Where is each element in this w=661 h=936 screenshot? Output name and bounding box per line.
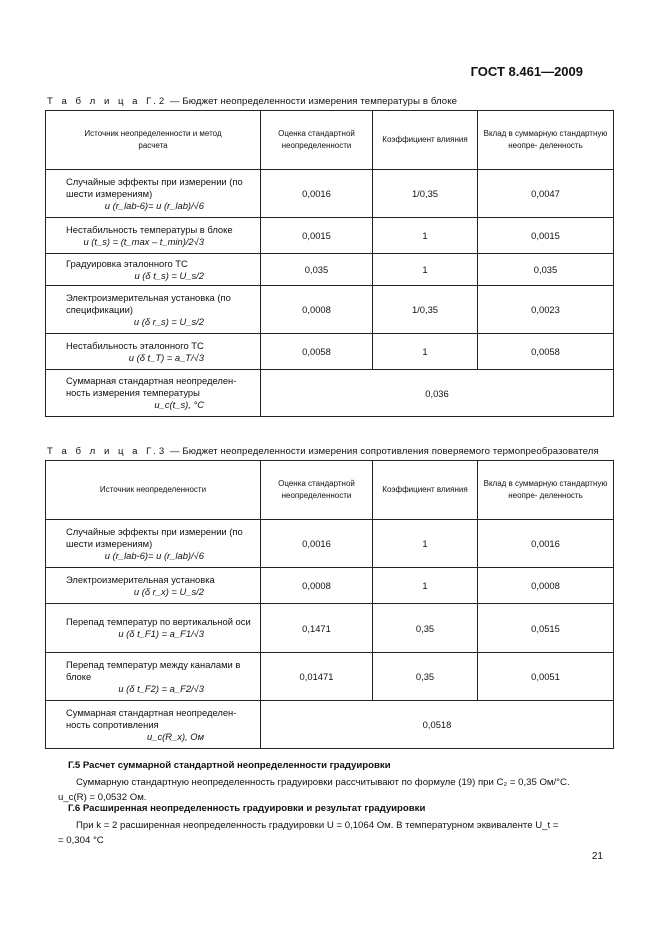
column-header: Источник неопределенности	[46, 461, 261, 520]
page-number: 21	[591, 851, 603, 862]
table-header-row	[46, 461, 614, 520]
contribution-cell: 0,0515	[478, 604, 614, 653]
coefficient-cell: 1/0,35	[373, 286, 478, 334]
source-text: Нестабильность эталонного ТС	[66, 339, 204, 351]
column-header: Вклад в суммарную стандартную неопре- деленность	[478, 111, 614, 170]
section-g5-body	[58, 775, 616, 805]
column-header: Оценка стандартной неопределенности	[261, 461, 373, 520]
paragraph: Суммарную стандартную неопределенность градуировки рассчитывают по формуле (19) при C₂ = 0,35 Ом/°С.	[76, 777, 570, 788]
contribution-cell: 0,0016	[478, 520, 614, 568]
source-cell	[46, 170, 261, 218]
contribution-cell: 0,0051	[478, 653, 614, 701]
table-g3-caption-prefix: Т а б л и ц а Г.3	[47, 446, 168, 457]
column-header: Коэффициент влияния	[373, 461, 478, 520]
table-row	[46, 286, 614, 334]
source-text: Случайные эффекты при измерении (по шести измерениям)	[66, 175, 243, 199]
formula: u (δ t_T) = a_T/√3	[128, 351, 204, 363]
paragraph: = 0,304 °С	[58, 835, 104, 846]
formula: u (δ r_x) = U_s/2	[133, 585, 204, 597]
formula: u (r_lab-6)= u (r_lab)/√6	[104, 549, 204, 561]
column-header: Оценка стандартной неопределенности	[261, 111, 373, 170]
estimate-cell: 0,0016	[261, 170, 373, 218]
source-text: Перепад температур по вертикальной оси	[66, 616, 251, 627]
contribution-cell: 0,0008	[478, 568, 614, 604]
table-row	[46, 604, 614, 653]
section-g5-heading: Г.5 Расчет суммарной стандартной неопределенности градуировки	[68, 760, 391, 771]
formula: u (t_s) = (t_max – t_min)/2√3	[83, 235, 204, 247]
column-header: Вклад в суммарную стандартную неопре- деленность	[478, 461, 614, 520]
total-value-cell: 0,036	[261, 370, 614, 417]
coefficient-cell: 1	[373, 334, 478, 370]
contribution-cell: 0,0023	[478, 286, 614, 334]
coefficient-cell: 1	[373, 520, 478, 568]
formula: u_c(R_x), Ом	[147, 730, 204, 742]
source-text: Электроизмерительная установка (по спецификации)	[66, 291, 231, 315]
formula: u (r_lab-6)= u (r_lab)/√6	[104, 199, 204, 211]
estimate-cell: 0,0016	[261, 520, 373, 568]
formula: u (δ r_s) = U_s/2	[133, 315, 204, 327]
table-row	[46, 334, 614, 370]
column-header: Источник неопределенности и метод расчета	[46, 111, 261, 170]
table-row	[46, 568, 614, 604]
table-g2	[45, 110, 614, 417]
source-text: Перепад температур между каналами в блоке	[66, 658, 241, 682]
coefficient-cell: 1	[373, 568, 478, 604]
source-text: Градуировка эталонного ТС	[66, 257, 188, 269]
contribution-cell: 0,0015	[478, 218, 614, 254]
table-g2-caption-text: — Бюджет неопределенности измерения температуры в блоке	[167, 96, 458, 107]
source-cell	[46, 568, 261, 604]
table-g2-caption	[47, 96, 457, 107]
table-row	[46, 170, 614, 218]
source-text: Суммарная стандартная неопределен- ность сопротивления	[66, 706, 237, 730]
source-cell	[46, 286, 261, 334]
table-g3-caption-text: — Бюджет неопределенности измерения сопротивления поверяемого термопреобразователя	[167, 446, 599, 457]
formula: u (δ t_s) = U_s/2	[134, 269, 204, 281]
estimate-cell: 0,035	[261, 254, 373, 286]
estimate-cell: 0,0008	[261, 568, 373, 604]
table-header-row	[46, 111, 614, 170]
coefficient-cell: 1	[373, 218, 478, 254]
source-cell	[46, 604, 261, 653]
source-text: Электроизмерительная установка	[66, 573, 215, 585]
source-cell	[46, 334, 261, 370]
source-cell	[46, 520, 261, 568]
formula: u_c(t_s), °С	[154, 399, 204, 410]
section-g6-body	[58, 818, 616, 848]
source-cell	[46, 254, 261, 286]
estimate-cell: 0,1471	[261, 604, 373, 653]
coefficient-cell: 0,35	[373, 653, 478, 701]
source-cell	[46, 701, 261, 749]
paragraph: u_c(R) = 0,0532 Ом.	[58, 792, 147, 803]
table-g3	[45, 460, 614, 749]
coefficient-cell: 1	[373, 254, 478, 286]
source-cell	[46, 218, 261, 254]
estimate-cell: 0,0058	[261, 334, 373, 370]
coefficient-cell: 0,35	[373, 604, 478, 653]
contribution-cell: 0,0047	[478, 170, 614, 218]
source-text: Суммарная стандартная неопределен- ность измерения температуры	[66, 375, 237, 398]
source-cell	[46, 653, 261, 701]
estimate-cell: 0,0015	[261, 218, 373, 254]
table-row	[46, 218, 614, 254]
estimate-cell: 0,01471	[261, 653, 373, 701]
contribution-cell: 0,035	[478, 254, 614, 286]
table-row	[46, 520, 614, 568]
estimate-cell: 0,0008	[261, 286, 373, 334]
source-text: Случайные эффекты при измерении (по шести измерениям)	[66, 525, 243, 549]
table-g3-caption	[47, 446, 599, 457]
table-total-row	[46, 370, 614, 417]
source-cell	[46, 370, 261, 417]
table-g2-caption-prefix: Т а б л и ц а Г.2	[47, 96, 168, 107]
section-g6-heading: Г.6 Расширенная неопределенность градуировки и результат градуировки	[68, 803, 426, 814]
formula: u (δ t_F1) = a_F1/√3	[118, 628, 204, 639]
total-value-cell: 0,0518	[261, 701, 614, 749]
table-row	[46, 254, 614, 286]
column-header: Коэффициент влияния	[373, 111, 478, 170]
paragraph: При k = 2 расширенная неопределенность градуировки U = 0,1064 Ом. В температурном эквиваленте U_t =	[76, 820, 559, 831]
document-code: ГОСТ 8.461—2009	[470, 64, 583, 79]
contribution-cell: 0,0058	[478, 334, 614, 370]
formula: u (δ t_F2) = a_F2/√3	[118, 682, 204, 694]
source-text: Нестабильность температуры в блоке	[66, 223, 233, 235]
table-row	[46, 653, 614, 701]
table-total-row	[46, 701, 614, 749]
coefficient-cell: 1/0,35	[373, 170, 478, 218]
